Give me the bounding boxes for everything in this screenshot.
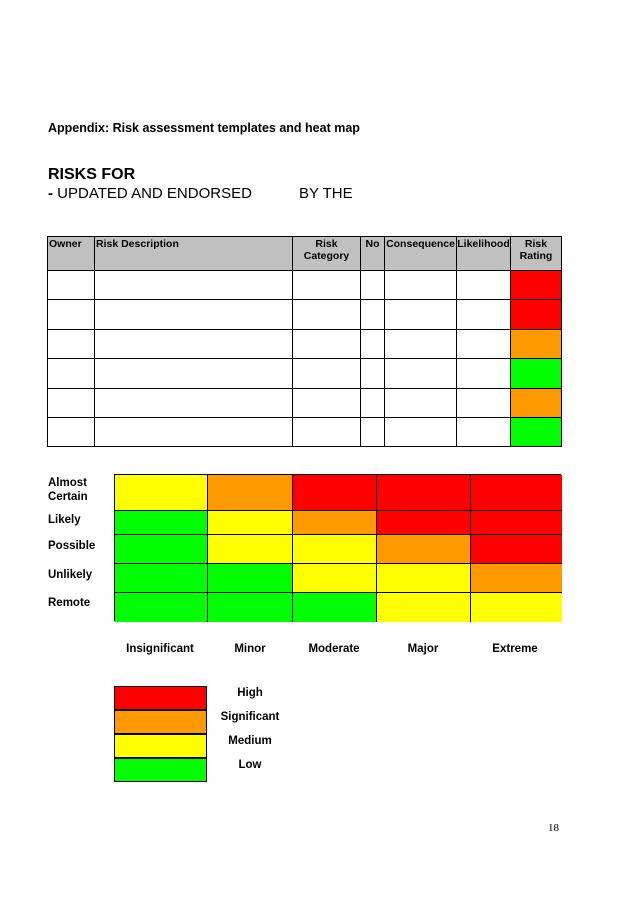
table-row — [48, 417, 562, 446]
heat-map-cell — [293, 475, 377, 511]
legend-swatch — [114, 710, 207, 734]
table-cell — [95, 417, 293, 446]
table-cell — [293, 359, 361, 388]
table-cell — [361, 300, 385, 329]
table-cell — [457, 388, 511, 417]
heat-map-cell — [471, 593, 562, 622]
likelihood-label: Unlikely — [48, 569, 93, 581]
legend-label: Low — [238, 759, 262, 771]
table-cell — [361, 417, 385, 446]
heat-map-cell — [115, 535, 208, 564]
heat-map-cell — [377, 564, 471, 593]
heat-map-cell — [293, 511, 377, 535]
table-cell — [48, 417, 95, 446]
table-cell — [457, 271, 511, 300]
table-cell — [293, 388, 361, 417]
consequence-label: Major — [407, 643, 439, 655]
table-cell — [361, 359, 385, 388]
table-cell — [95, 329, 293, 358]
heat-map-cell — [208, 511, 293, 535]
heat-map-cell — [115, 511, 208, 535]
header-owner: Owner — [48, 237, 95, 271]
table-row — [48, 388, 562, 417]
heat-map-cell — [377, 475, 471, 511]
risk-rating-cell — [511, 388, 562, 417]
heat-map-cell — [208, 564, 293, 593]
table-cell — [385, 271, 457, 300]
register-body — [48, 271, 562, 447]
heat-map-cell — [208, 475, 293, 511]
heat-map-cell — [293, 564, 377, 593]
heat-map-grid — [114, 474, 561, 621]
consequence-label: Extreme — [492, 643, 538, 655]
table-row — [48, 359, 562, 388]
heat-map-cell — [208, 535, 293, 564]
table-cell — [457, 329, 511, 358]
table-cell — [293, 329, 361, 358]
heat-map-cell — [377, 511, 471, 535]
header-likelihood: Likelihood — [457, 237, 511, 271]
likelihood-label: Remote — [48, 597, 91, 609]
header-no: No — [361, 237, 385, 271]
header-consequence: Consequence — [385, 237, 457, 271]
heat-map-cell — [293, 535, 377, 564]
legend-label: Medium — [228, 735, 272, 747]
likelihood-label: Almost Certain — [48, 477, 88, 503]
legend-label: Significant — [220, 711, 280, 723]
page-number: 18 — [548, 822, 559, 834]
consequence-label: Moderate — [308, 643, 360, 655]
legend-swatch — [114, 686, 207, 710]
legend-swatch — [114, 758, 207, 782]
risk-rating-cell — [511, 417, 562, 446]
heat-map-cell — [293, 593, 377, 622]
table-cell — [361, 271, 385, 300]
updated-endorsed-text: UPDATED AND ENDORSED — [57, 185, 252, 202]
likelihood-label: Possible — [48, 540, 96, 552]
table-cell — [95, 359, 293, 388]
table-cell — [95, 300, 293, 329]
table-cell — [361, 329, 385, 358]
consequence-label: Insignificant — [126, 643, 194, 655]
likelihood-label: Likely — [48, 514, 81, 526]
risk-rating-cell — [511, 329, 562, 358]
subtitle-dash: - — [48, 185, 58, 202]
risks-for-title: RISKS FOR — [48, 166, 136, 183]
header-risk-category: Risk Category — [293, 237, 361, 271]
table-cell — [48, 359, 95, 388]
risk-rating-cell — [511, 359, 562, 388]
heat-map-cell — [471, 564, 562, 593]
table-cell — [48, 300, 95, 329]
table-cell — [95, 388, 293, 417]
heat-map-cell — [115, 564, 208, 593]
heat-map-cell — [471, 475, 562, 511]
table-cell — [385, 329, 457, 358]
risk-register-table — [47, 236, 562, 447]
table-cell — [293, 271, 361, 300]
table-cell — [385, 359, 457, 388]
heat-map-cell — [208, 593, 293, 622]
table-cell — [48, 329, 95, 358]
heat-map-cell — [377, 535, 471, 564]
table-row — [48, 300, 562, 329]
heat-map-cell — [115, 475, 208, 511]
appendix-heading: Appendix: Risk assessment templates and heat map — [48, 121, 360, 135]
table-cell — [385, 388, 457, 417]
legend-swatch — [114, 734, 207, 758]
risk-rating-cell — [511, 300, 562, 329]
updated-endorsed-line — [48, 185, 353, 202]
heat-map-cell — [115, 593, 208, 622]
header-risk-description: Risk Description — [95, 237, 293, 271]
table-cell — [385, 417, 457, 446]
table-cell — [48, 271, 95, 300]
consequence-label: Minor — [234, 643, 266, 655]
legend-label: High — [237, 687, 263, 699]
table-cell — [457, 417, 511, 446]
table-cell — [293, 417, 361, 446]
header-risk-rating: Risk Rating — [511, 237, 562, 271]
table-row — [48, 271, 562, 300]
table-cell — [361, 388, 385, 417]
risk-rating-cell — [511, 271, 562, 300]
table-row — [48, 329, 562, 358]
table-header-row — [48, 237, 562, 271]
table-cell — [457, 359, 511, 388]
table-cell — [293, 300, 361, 329]
heat-map-cell — [471, 535, 562, 564]
by-the-text: BY THE — [299, 185, 353, 202]
heat-map-cell — [377, 593, 471, 622]
heat-map-cell — [471, 511, 562, 535]
table-cell — [95, 271, 293, 300]
table-cell — [385, 300, 457, 329]
table-cell — [48, 388, 95, 417]
table-cell — [457, 300, 511, 329]
